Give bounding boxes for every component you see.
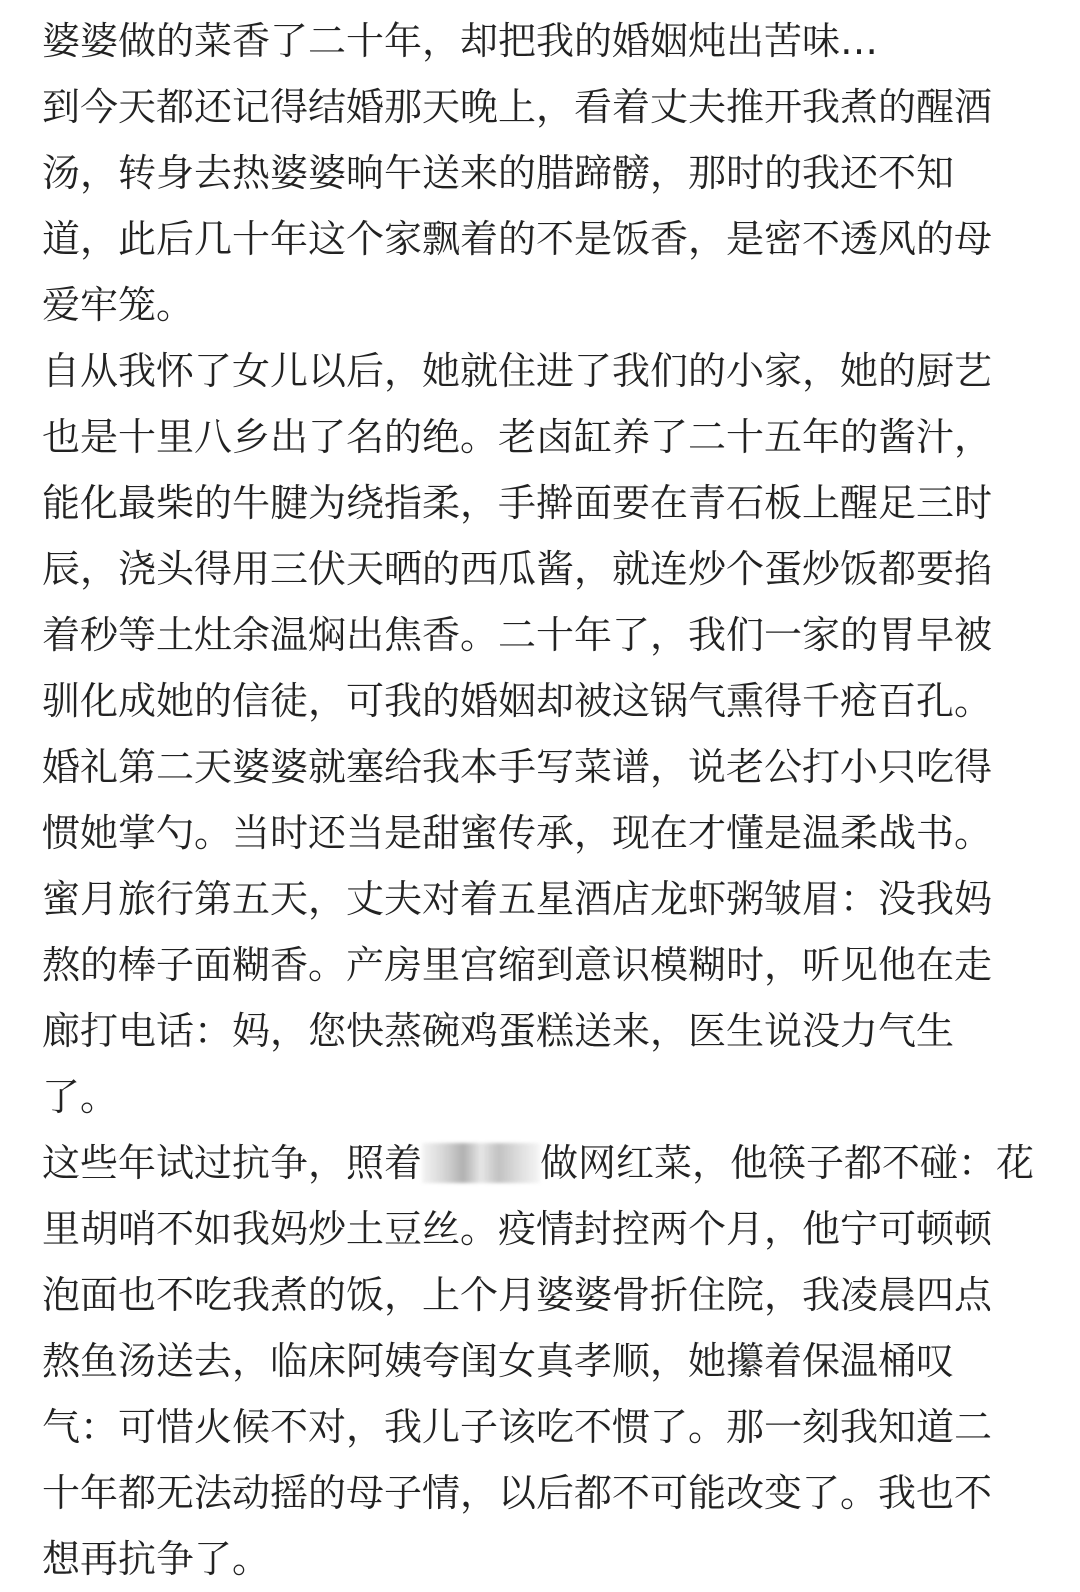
text-line: 也是十里八乡出了名的绝。老卤缸养了二十五年的酱汁，	[42, 415, 993, 459]
text-line: 里胡哨不如我妈炒土豆丝。疫情封控两个月，他宁可顿顿	[42, 1207, 993, 1251]
text-line: 到今天都还记得结婚那天晚上，看着丈夫推开我煮的醒酒	[42, 85, 993, 129]
text-line: 廊打电话：妈，您快蒸碗鸡蛋糕送来，医生说没力气生	[42, 1009, 955, 1053]
text-line: 熬鱼汤送去，临床阿姨夸闺女真孝顺，她攥着保温桶叹	[42, 1339, 955, 1383]
text-line: 能化最柴的牛腱为绕指柔，手擀面要在青石板上醒足三时	[42, 481, 993, 525]
text-line-with-redaction	[42, 1130, 1042, 1196]
text-segment: 这些年试过抗争，照着	[42, 1141, 423, 1185]
post-body	[42, 8, 1042, 1592]
text-line: 驯化成她的信徒，可我的婚姻却被这锅气熏得千疮百孔。	[42, 679, 993, 723]
text-line: 泡面也不吃我煮的饭，上个月婆婆骨折住院，我凌晨四点	[42, 1273, 993, 1317]
text-line: 爱牢笼。	[42, 283, 195, 327]
text-line: 惯她掌勺。当时还当是甜蜜传承，现在才懂是温柔战书。	[42, 811, 993, 855]
text-line: 汤，转身去热婆婆晌午送来的腊蹄髈，那时的我还不知	[42, 151, 955, 195]
text-line: 婚礼第二天婆婆就塞给我本手写菜谱，说老公打小只吃得	[42, 745, 993, 789]
text-line: 辰，浇头得用三伏天晒的西瓜酱，就连炒个蛋炒饭都要掐	[42, 547, 993, 591]
text-line: 气：可惜火候不对，我儿子该吃不惯了。那一刻我知道二	[42, 1405, 993, 1449]
text-line: 了。	[42, 1075, 119, 1119]
text-line: 着秒等土灶余温焖出焦香。二十年了，我们一家的胃早被	[42, 613, 993, 657]
text-line: 自从我怀了女儿以后，她就住进了我们的小家，她的厨艺	[42, 349, 993, 393]
text-line: 道，此后几十年这个家飘着的不是饭香，是密不透风的母	[42, 217, 993, 261]
text-line: 熬的棒子面糊香。产房里宫缩到意识模糊时，听见他在走	[42, 943, 993, 987]
redaction-blur	[422, 1143, 540, 1183]
text-line: 蜜月旅行第五天，丈夫对着五星酒店龙虾粥皱眉：没我妈	[42, 877, 993, 921]
text-line: 想再抗争了。	[42, 1537, 271, 1581]
text-line: 婆婆做的菜香了二十年，却把我的婚姻炖出苦味…	[42, 19, 879, 63]
text-segment: 做网红菜，他筷子都不碰：花	[540, 1141, 1035, 1185]
text-line: 十年都无法动摇的母子情，以后都不可能改变了。我也不	[42, 1471, 993, 1515]
